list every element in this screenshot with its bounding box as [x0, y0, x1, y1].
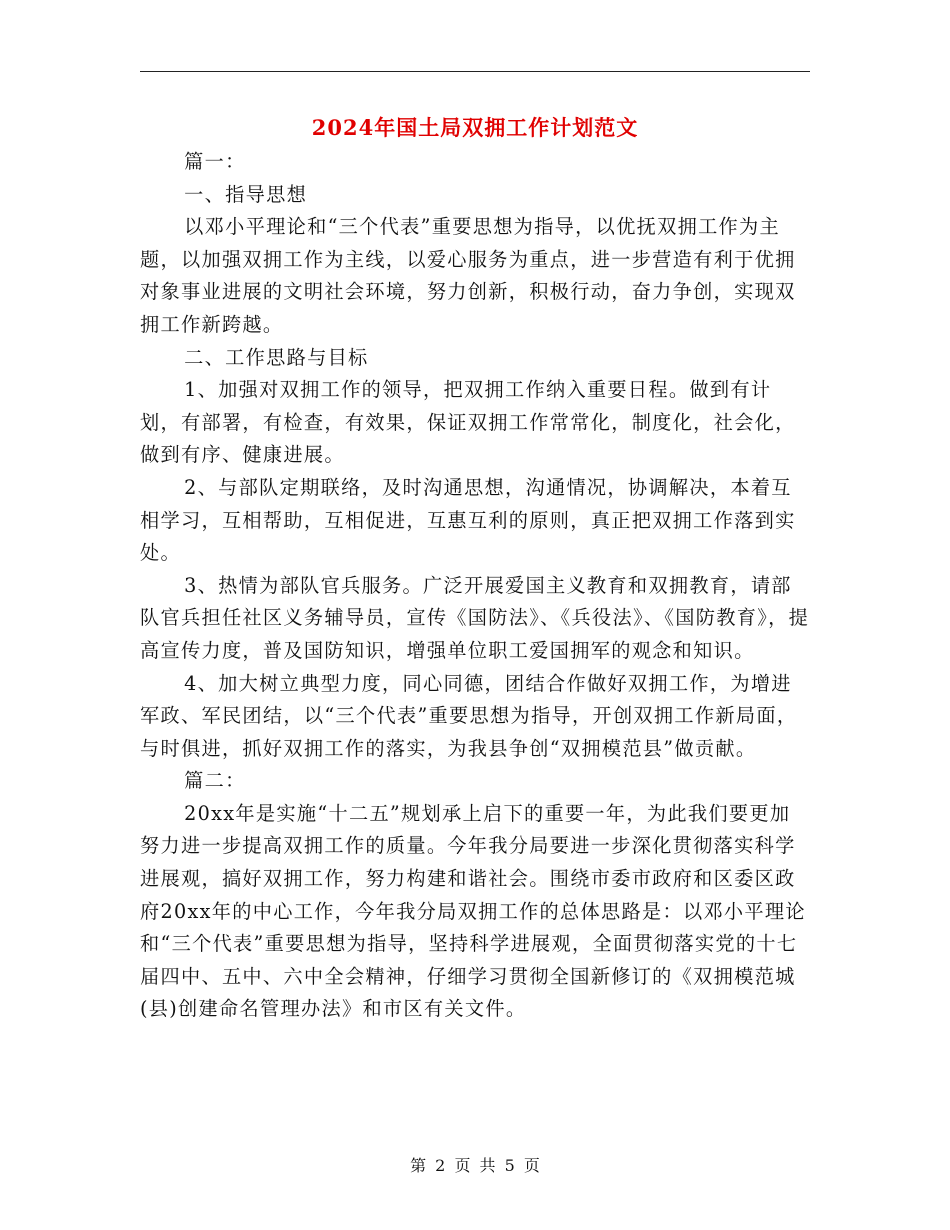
- document-title: 2024年国土局双拥工作计划范文: [311, 115, 639, 140]
- paragraph: 1、加强对双拥工作的领导，把双拥工作纳入重要日程。做到有计划，有部署，有检查，有效果，保证双拥工作常常化，制度化，社会化，做到有序、健康进展。: [140, 378, 796, 467]
- paragraph: 4、加大树立典型力度，同心同德，团结合作做好双拥工作，为增进军政、军民团结，以“三个代表”重要思想为指导，开创双拥工作新局面，与时俱进，抓好双拥工作的落实，为我县争创“双拥模范县”做贡献。: [140, 671, 798, 760]
- paragraph: 篇一：: [184, 150, 246, 173]
- paragraph: 二、工作思路与目标: [184, 345, 369, 369]
- header-rule: [140, 71, 810, 72]
- paragraph: 2、与部队定期联络，及时沟通思想，沟通情况，协调解决，本着互相学习，互相帮助，互相促进，互惠互利的原则，真正把双拥工作落到实处。: [140, 475, 796, 565]
- paragraph: 20xx年是实施“十二五”规划承上启下的重要一年，为此我们要更加努力进一步提高双拥工作的质量。今年我分局要进一步深化贯彻落实科学进展观，搞好双拥工作，努力构建和谐社会。围绕市委市政府和区委区政府20xx年的中心工作，今年我分局双拥工作的总体思路是：以邓小平理论和“三个代表”重要思想为指导，坚持科学进展观，全面贯彻落实党的十七届四中、五中、六中全会精神，仔细学习贯彻全国新修订的《双拥模范城(县)创建命名管理办法》和市区有关文件。: [140, 801, 806, 1021]
- document-body: [140, 146, 810, 1026]
- paragraph: 一、指导思想: [184, 182, 308, 206]
- paragraph: 篇二：: [184, 769, 246, 793]
- page-number: 第 2 页 共 5 页: [410, 1156, 540, 1175]
- paragraph: 3、热情为部队官兵服务。广泛开展爱国主义教育和双拥教育，请部队官兵担任社区义务辅导员，宣传《国防法》、《兵役法》、《国防教育》，提高宣传力度，普及国防知识，增强单位职工爱国拥军的观念和知识。: [140, 573, 810, 662]
- paragraph: 以邓小平理论和“三个代表”重要思想为指导，以优抚双拥工作为主题，以加强双拥工作为主线，以爱心服务为重点，进一步营造有利于优拥对象事业进展的文明社会环境，努力创新，积极行动，奋力争创，实现双拥工作新跨越。: [140, 215, 796, 336]
